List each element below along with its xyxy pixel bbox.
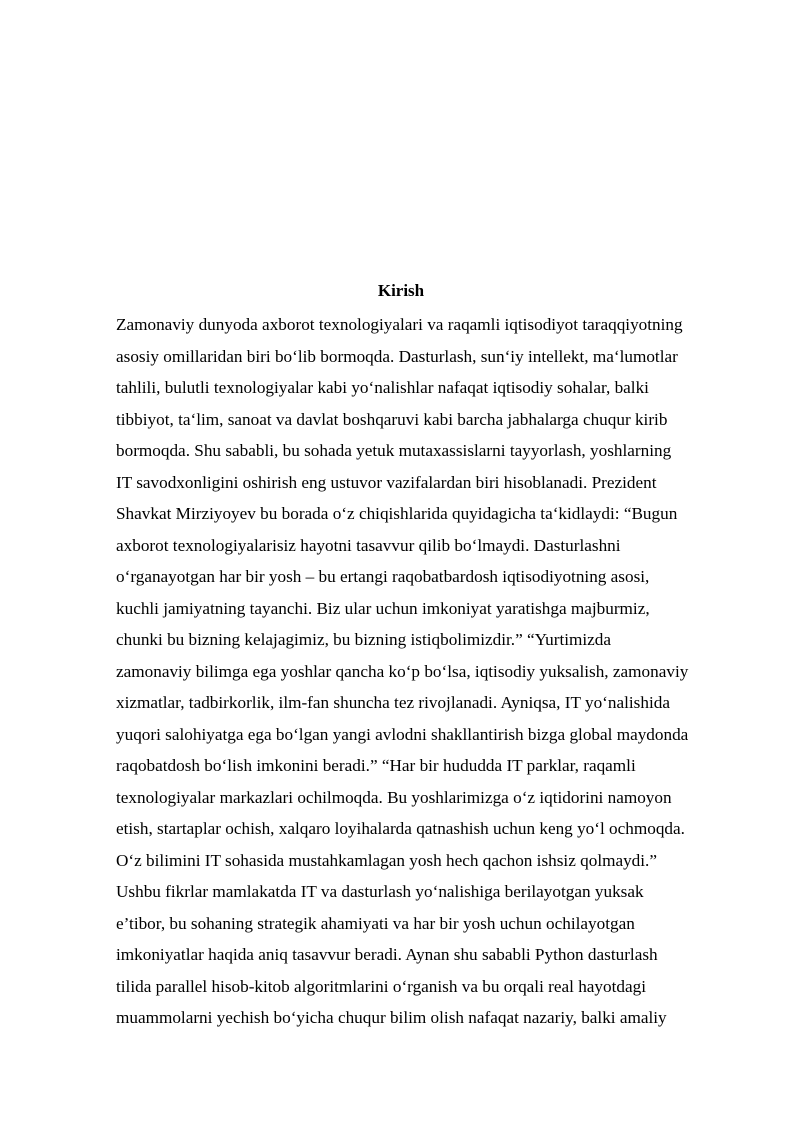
text-line: yuqori salohiyatga ega bo‘lgan yangi avlodni shakllantirish bizga global maydonda	[116, 724, 689, 744]
body-paragraph	[116, 309, 746, 1034]
text-line: Shavkat Mirziyoyev bu borada o‘z chiqishlarida quyidagicha ta‘kidlaydi: “Bugun	[116, 504, 678, 523]
text-line: xizmatlar, tadbirkorlik, ilm-fan shuncha tez rivojlanadi. Ayniqsa, IT yo‘nalishida	[116, 693, 670, 712]
text-line: chunki bu bizning kelajagimiz, bu bizning istiqbolimizdir.” “Yurtimizda	[116, 630, 611, 649]
section-heading: Kirish	[377, 281, 425, 300]
text-line: e’tibor, bu sohaning strategik ahamiyati va har bir yosh uchun ochilayotgan	[116, 913, 635, 933]
text-line: tibbiyot, ta‘lim, sanoat va davlat boshqaruvi kabi barcha jabhalarga chuqur kirib	[116, 409, 668, 429]
text-line: kuchli jamiyatning tayanchi. Biz ular uchun imkoniyat yaratishga majburmiz,	[116, 598, 650, 618]
text-line: etish, startaplar ochish, xalqaro loyihalarda qatnashish uchun keng yo‘l ochmoqda.	[116, 819, 685, 838]
text-line: Ushbu fikrlar mamlakatda IT va dasturlash yo‘nalishiga berilayotgan yuksak	[116, 882, 644, 901]
text-line: bormoqda. Shu sababli, bu sohada yetuk mutaxassislarni tayyorlash, yoshlarning	[116, 441, 672, 460]
text-line: zamonaviy bilimga ega yoshlar qancha ko‘p bo‘lsa, iqtisodiy yuksalish, zamonaviy	[116, 661, 689, 681]
text-line: texnologiyalar markazlari ochilmoqda. Bu yoshlarimizga o‘z iqtidorini namoyon	[116, 787, 672, 807]
text-line: muammolarni yechish bo‘yicha chuqur bilim olish nafaqat nazariy, balki amaliy	[116, 1008, 667, 1027]
text-line: raqobatdosh bo‘lish imkonini beradi.” “Har bir hududda IT parklar, raqamli	[116, 756, 636, 775]
text-line: axborot texnologiyalarisiz hayotni tasavvur qilib bo‘lmaydi. Dasturlashni	[116, 535, 621, 555]
text-line: tilida parallel hisob-kitob algoritmlarini o‘rganish va bu orqali real hayotdagi	[116, 976, 646, 996]
text-line: imkoniyatlar haqida aniq tasavvur beradi. Aynan shu sababli Python dasturlash	[116, 945, 658, 964]
text-line: Zamonaviy dunyoda axborot texnologiyalari va raqamli iqtisodiyot taraqqiyotning	[116, 315, 683, 334]
text-line: o‘rganayotgan har bir yosh – bu ertangi raqobatbardosh iqtisodiyotning asosi,	[116, 567, 650, 586]
text-line: O‘z bilimini IT sohasida mustahkamlagan yosh hech qachon ishsiz qolmaydi.”	[116, 850, 657, 870]
text-line: IT savodxonligini oshirish eng ustuvor vazifalardan biri hisoblanadi. Prezident	[116, 472, 657, 492]
text-line: tahlili, bulutli texnologiyalar kabi yo‘nalishlar nafaqat iqtisodiy sohalar, balki	[116, 378, 649, 397]
text-line: asosiy omillaridan biri bo‘lib bormoqda. Dasturlash, sun‘iy intellekt, ma‘lumotlar	[116, 346, 678, 366]
